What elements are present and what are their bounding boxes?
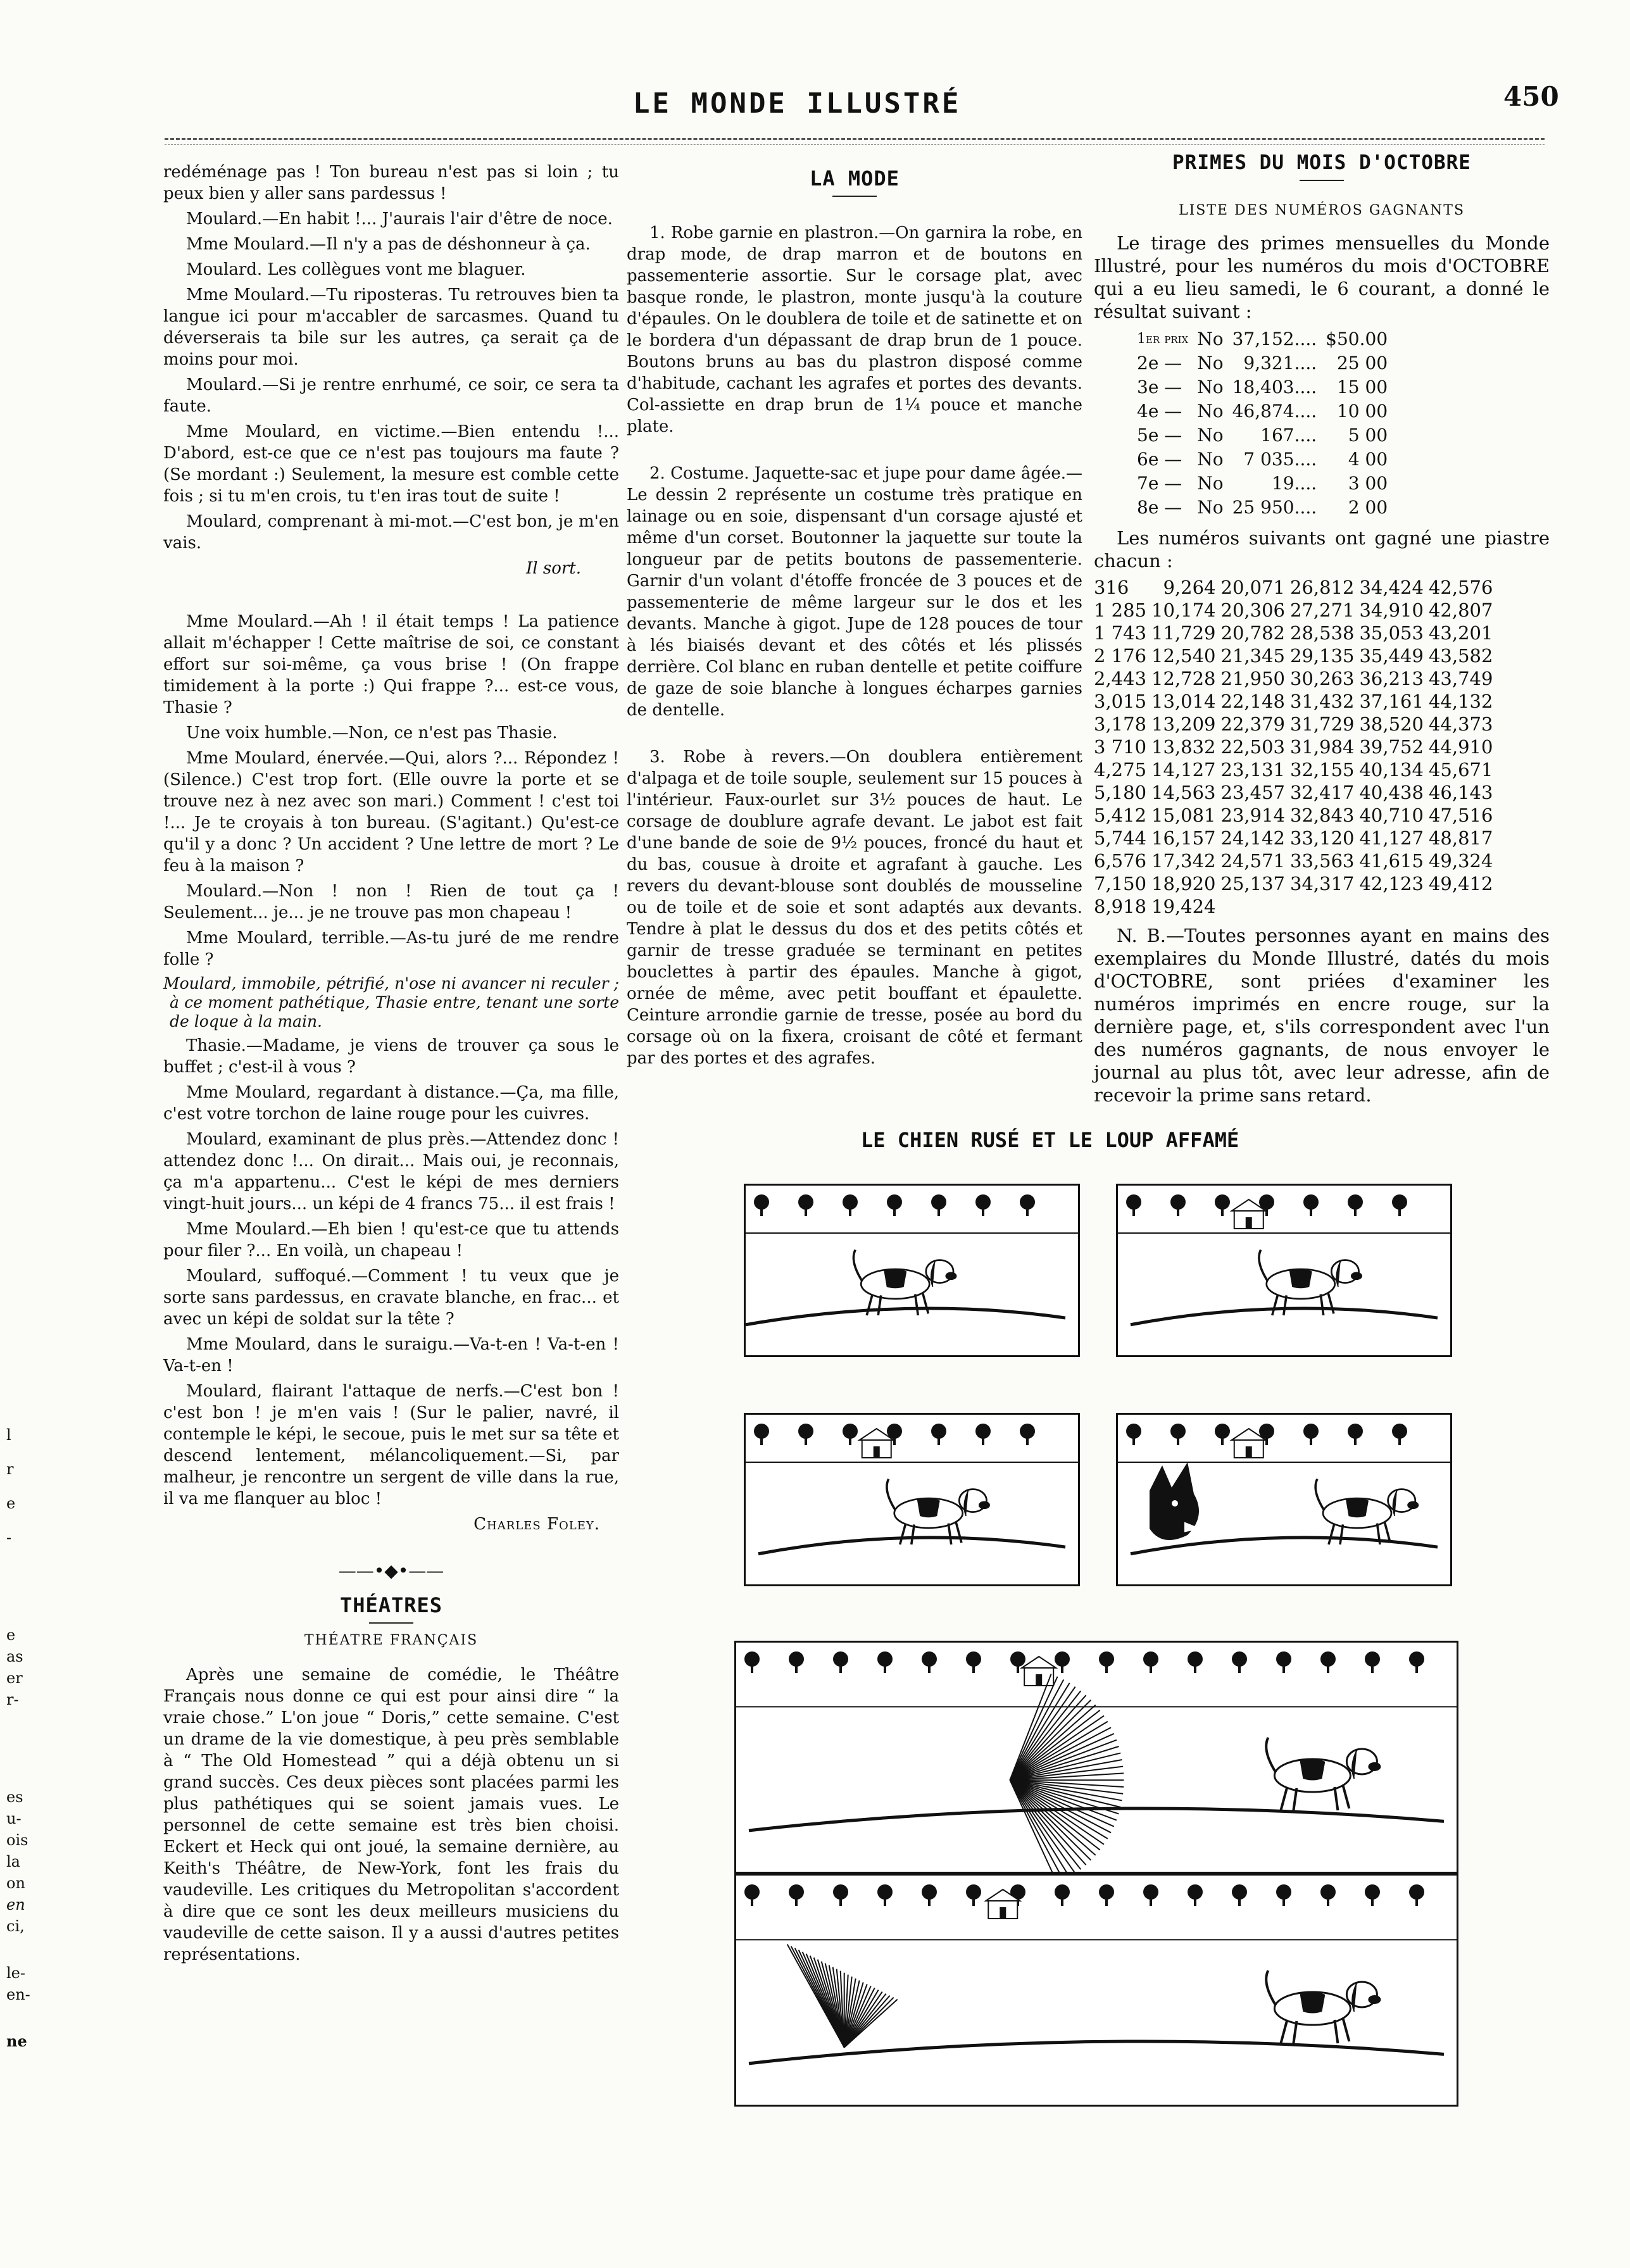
mode-item: 2. Costume. Jaquette-sac et jupe pour dame âgée.—Le dessin 2 représente un costume très pratique en lainage ou en soie, dispensant d'un corsage ajusté et même d'un corset. Boutonner la jaquette sur toute la longueur par de petits boutons de passementerie. Garnir d'un volant d'étoffe froncée de 3 pouces et de passementerie de même largeur sur le dos et les devants. Manche à gigot. Jupe de 128 pouces de tour à lés biaisés devant et des côtés et lés plissés derrière. Col blanc en ruban dentelle et petite coiffure de gaze de soie blanche à longues écharpes garnies de dentelle. [627,464,1082,720]
column-middle [627,161,1082,1073]
numbers-row [1094,872,1498,895]
numbers-row [1094,667,1498,690]
number-cell: 7,150 [1094,873,1147,894]
number-cell: 316 [1094,577,1129,598]
number-cell: 12,728 [1151,668,1216,689]
prize-row: 5e — No 167.... 5 00 [1137,425,1388,446]
dialogue: Moulard, comprenant à mi-mot.—C'est bon, je m'en vais. [163,512,619,553]
mode-item: 1. Robe garnie en plastron.—On garnira la robe, en drap mode, de drap marron et de boutons en passementerie assortie. Sur le corsage plat, avec basque ronde, le plastron, monte jusqu'à la couture d'épaules. On le doublera de toile et de satinette et on le bordera d'un dépassant de drap brun de 1 pouce. Boutons bruns au bas du plastron disposé comme d'habitude, cachant les agrafes et portes des devants. Col-assiette en drap brun de 1¼ pouce et manche plate. [627,223,1082,436]
prize-row: 3e — No 18,403.... 15 00 [1137,377,1388,398]
primes-intro: Le tirage des primes mensuelles du Monde Illustré, pour les numéros du mois d'OCTOBRE qui a eu lieu samedi, le 6 courant, a donné le résultat suivant : [1094,232,1550,322]
numbers-row [1094,781,1498,804]
dialogue: Mme Moulard, en victime.—Bien entendu !... D'abord, est-ce que ce n'est pas toujours ma faute ? (Se mordant :) Seulement, la mesure est comble cette fois ; si tu m'en crois, tu t'en iras tout de suite ! [163,422,619,506]
dialogue: Moulard, examinant de plus près.—Attendez donc ! attendez donc !... On dirait... Mais oui, je reconnais, ça m'a appartenu... C'est le képi de mes derniers vingt-huit jours... un képi de 4 francs 75... il est frais ! [163,1130,619,1213]
number-cell: 8,918 [1094,896,1147,917]
number-cell: 42,807 [1428,599,1493,621]
number-cell: 35,449 [1359,645,1424,667]
number-cell: 21,950 [1220,668,1285,689]
number-cell: 32,417 [1290,782,1355,803]
prize-row: 4e — No 46,874.... 10 00 [1137,401,1388,422]
dialogue: Mme Moulard, énervée.—Qui, alors ?... Répondez ! (Silence.) C'est trop fort. (Elle ouvre la porte et se trouve nez à nez avec son mari.) Comment ! c'est toi !... Je te croyais à ton bureau. (S'agitant.) Qu'est-ce qu'il y a donc ? Un accident ? Une lettre de mort ? Le feu à la maison ? [163,749,619,875]
number-cell: 22,503 [1220,736,1285,758]
dialogue: Mme Moulard, dans le suraigu.—Va-t-en ! Va-t-en ! Va-t-en ! [163,1335,619,1375]
number-cell: 17,342 [1151,850,1216,872]
number-cell: 23,457 [1220,782,1285,803]
numbers-row [1094,758,1498,781]
number-cell: 9,264 [1163,577,1216,598]
number-cell: 23,914 [1220,805,1285,826]
dialogue: Moulard, suffoqué.—Comment ! tu veux que je sorte sans pardessus, en cravate blanche, en frac... et avec un képi de soldat sur la tête ? [163,1267,619,1329]
comic-panel-5 [734,1641,1458,1874]
dialogue: Mme Moulard.—Eh bien ! qu'est-ce que tu attends pour filer ?... En voilà, un chapeau ! [163,1220,619,1260]
comic-panel-4 [1116,1413,1452,1586]
nota-bene: N. B.—Toutes personnes ayant en mains des exemplaires du Monde Illustré, datés du mois d'OCTOBRE, sont priées d'examiner les numéros imprimés en encre rouge, sur la dernière page, et, s'ils correspondent avec l'un des numéros gagnants, de nous envoyer le journal au plus tôt, avec leur adresse, afin de recevoir la prime sans retard. [1094,925,1550,1106]
number-cell: 13,832 [1151,736,1216,758]
number-cell: 24,571 [1220,850,1285,872]
number-cell: 11,729 [1151,622,1216,644]
header-rule-2 [165,144,1545,145]
primes-title: PRIMES DU MOIS D'OCTOBRE [1172,151,1471,174]
number-cell: 1 743 [1094,622,1147,644]
number-cell: 10,174 [1151,599,1216,621]
number-cell: 5,744 [1094,827,1147,849]
page-number: 450 [1503,81,1559,112]
numbers-row [1094,622,1498,644]
number-cell: 24,142 [1220,827,1285,849]
number-cell: 43,749 [1428,668,1493,689]
number-cell: 43,582 [1428,645,1493,667]
number-cell: 38,520 [1359,713,1424,735]
title-rule [832,196,877,197]
piastre-text: Les numéros suivants ont gagné une piastre chacun : [1094,527,1550,572]
number-cell: 49,324 [1428,850,1493,872]
number-cell: 14,563 [1151,782,1216,803]
dialogue: Une voix humble.—Non, ce n'est pas Thasie. [186,724,558,742]
number-cell: 25,137 [1220,873,1285,894]
numbers-row [1094,599,1498,622]
number-cell: 40,710 [1359,805,1424,826]
number-cell: 3,178 [1094,713,1147,735]
number-cell: 46,143 [1428,782,1493,803]
number-cell: 20,306 [1220,599,1285,621]
prize-row: 7e — No 19.... 3 00 [1137,473,1388,494]
number-cell: 12,540 [1151,645,1216,667]
number-cell: 5,180 [1094,782,1147,803]
masthead: LE MONDE ILLUSTRÉ [633,87,962,120]
dialogue: Moulard, flairant l'attaque de nerfs.—C'est bon ! c'est bon ! je m'en vais ! (Sur le palier, navré, il contemple le képi, le secoue, puis le met sur sa tête et descend lentement, mélancoliquement.—Si, par malheur, je rencontre un sergent de ville dans la rue, il va me flanquer au bloc ! [163,1382,619,1508]
margin-fragments: l r e - e as er r- es u- ois la on en ci, le- en- ne [6,1426,30,2050]
number-cell: 21,345 [1220,645,1285,667]
number-cell: 49,412 [1428,873,1493,894]
dialogue: Thasie.—Madame, je viens de trouver ça sous le buffet ; c'est-il à vous ? [163,1036,619,1077]
dialogue: Moulard.—Non ! non ! Rien de tout ça ! Seulement... je... je ne trouve pas mon chapeau ! [163,882,619,922]
number-cell: 19,424 [1151,896,1216,917]
number-cell: 3,015 [1094,691,1147,712]
number-cell: 20,071 [1220,577,1285,598]
number-cell: 33,120 [1290,827,1355,849]
dialogue: Mme Moulard.—Ah ! il était temps ! La patience allait m'échapper ! Cette maîtrise de soi, ce constant effort sur soi-même, ça vous brise ! (On frappe timidement à la porte :) Qui frappe ?... est-ce vous, Thasie ? [163,612,619,717]
comic-panel-6 [734,1874,1458,2107]
prize-row: 2e — No 9,321.... 25 00 [1137,353,1388,373]
dialogue: Mme Moulard.—Tu riposteras. Tu retrouves bien ta langue ici pour m'accabler de sarcasmes. Quand tu déverserais ta bile sur les autres, ça serait ça de moins pour moi. [163,285,619,369]
number-cell: 42,576 [1428,577,1493,598]
theatres-subtitle: THÉATRE FRANÇAIS [304,1632,479,1648]
number-cell: 29,135 [1290,645,1355,667]
number-cell: 26,812 [1290,577,1355,598]
number-cell [1429,895,1498,918]
number-cell: 41,615 [1359,850,1424,872]
dialogue: Mme Moulard.—Il n'y a pas de déshonneur à ça. [186,235,591,254]
stage-direction: Moulard, immobile, pétrifié, n'ose ni avancer ni reculer ; à ce moment pathétique, Thasie entre, tenant une sorte de loque à la main. [163,974,619,1031]
number-cell: 22,148 [1220,691,1285,712]
dialogue: Mme Moulard, terrible.—As-tu juré de me rendre folle ? [163,929,619,969]
number-cell: 22,379 [1220,713,1285,735]
number-cell: 44,910 [1428,736,1493,758]
number-cell: 13,014 [1151,691,1216,712]
stage-direction: Il sort. [526,559,581,578]
number-cell: 37,161 [1359,691,1424,712]
numbers-row [1094,849,1498,872]
numbers-row [1094,713,1498,736]
number-cell [1359,895,1428,918]
numbers-row [1094,827,1498,849]
number-cell [1221,895,1290,918]
number-cell: 44,132 [1428,691,1493,712]
number-cell: 27,271 [1290,599,1355,621]
number-cell: 32,155 [1290,759,1355,780]
numbers-row [1094,895,1498,918]
number-cell: 36,213 [1359,668,1424,689]
number-cell: 41,127 [1359,827,1424,849]
number-cell: 44,373 [1428,713,1493,735]
theatres-title: THÉATRES [339,1593,443,1617]
comic-title: LE CHIEN RUSÉ ET LE LOUP AFFAMÉ [861,1128,1239,1152]
dialogue: Moulard.—Si je rentre enrhumé, ce soir, ce sera ta faute. [163,375,619,416]
theatres-text: Après une semaine de comédie, le Théâtre Français nous donne ce qui est pour ainsi dire “ la vraie chose.” L'on joue “ Doris,” cette semaine. C'est un drame de la vie domestique, à peu près semblable à “ The Old Homestead ” qui a déjà obtenu un si grand succès. Ces deux pièces sont placées parmi les plus pathétiques qui se soient jamais vues. Le personnel de cette semaine est très bien choisi. Eckert et Heck qui ont joué, la semaine dernière, au Keith's Théâtre, de New-York, font les frais du vaudeville. Les critiques du Metropolitan s'accordent à dire que ce sont les deux meilleurs musiciens du vaudeville de cette saison. Il y a aussi d'autres petites représentations. [163,1665,619,1964]
prize-row: 1er prix No 37,152.... $50.00 [1137,329,1388,349]
comic-panel-1 [744,1184,1080,1357]
number-cell: 45,671 [1428,759,1493,780]
prize-table [1132,327,1393,520]
numbers-row [1094,644,1498,667]
number-cell: 23,131 [1220,759,1285,780]
numbers-row [1094,576,1498,599]
ornament-divider: ——•◆•—— [338,1560,444,1581]
number-cell: 16,157 [1151,827,1216,849]
number-cell: 34,910 [1359,599,1424,621]
number-cell: 6,576 [1094,850,1147,872]
number-cell: 40,438 [1359,782,1424,803]
winning-numbers-table [1094,576,1498,918]
number-cell: 31,984 [1290,736,1355,758]
number-cell: 20,782 [1220,622,1285,644]
numbers-row [1094,736,1498,758]
number-cell: 32,843 [1290,805,1355,826]
number-cell: 34,424 [1359,577,1424,598]
numbers-row [1094,690,1498,713]
number-cell: 40,134 [1359,759,1424,780]
number-cell: 3 710 [1094,736,1147,758]
author-signature: Charles Foley. [473,1515,600,1534]
number-cell: 5,412 [1094,805,1147,826]
number-cell: 28,538 [1290,622,1355,644]
number-cell: 31,729 [1290,713,1355,735]
prize-row: 6e — No 7 035.... 4 00 [1137,449,1388,470]
column-right [1094,152,1550,1110]
number-cell: 42,123 [1359,873,1424,894]
number-cell: 15,081 [1151,805,1216,826]
number-cell: 4,275 [1094,759,1147,780]
number-cell: 1 285 [1094,599,1147,621]
primes-subtitle: LISTE DES NUMÉROS GAGNANTS [1178,203,1465,218]
title-rule [1300,180,1344,181]
number-cell: 13,209 [1151,713,1216,735]
dialogue: Moulard.—En habit !... J'aurais l'air d'être de noce. [186,210,613,229]
number-cell: 31,432 [1290,691,1355,712]
column-left [163,161,619,1969]
comic-panel-2 [1116,1184,1452,1357]
number-cell: 30,263 [1290,668,1355,689]
number-cell: 2 176 [1094,645,1147,667]
number-cell: 14,127 [1151,759,1216,780]
numbers-row [1094,804,1498,827]
number-cell: 33,563 [1290,850,1355,872]
dialogue: Moulard. Les collègues vont me blaguer. [186,260,526,279]
mode-item: 3. Robe à revers.—On doublera entièrement d'alpaga et de toile souple, seulement sur 15 pouces à l'intérieur. Faux-ourlet sur 3½ pouces de haut. Le corsage de doublure agrafe devant. Le jabot est fait d'une bande de soie de 9½ pouces, froncé du haut et du bas, cousue à droite et agrafant à gauche. Les revers du devant-blouse sont doublés de mousseline ou de toile et de soie et sont adaptés aux devants. Tendre à plat le dessus du dos et des petits côtés et garnir de tresse graduée se terminant en petites bouclettes à partir des épaules. Manche à gigot, ornée de même, avec petit bouffant et épaulette. Ceinture arrondie garnie de tresse, posée au bord du corsage où on la fixera, croisant de côté et fermant par des portes et des agrafes. [627,748,1082,1068]
header-rule [165,138,1545,140]
number-cell: 2,443 [1094,668,1147,689]
number-cell: 47,516 [1428,805,1493,826]
number-cell: 18,920 [1151,873,1216,894]
dialogue: redéménage pas ! Ton bureau n'est pas si loin ; tu peux bien y aller sans pardessus ! [163,163,619,203]
number-cell [1290,895,1359,918]
number-cell: 43,201 [1428,622,1493,644]
prize-row: 8e — No 25 950.... 2 00 [1137,497,1388,518]
dialogue: Mme Moulard, regardant à distance.—Ça, ma fille, c'est votre torchon de laine rouge pour les cuivres. [163,1083,619,1124]
number-cell: 39,752 [1359,736,1424,758]
number-cell: 35,053 [1359,622,1424,644]
mode-title: LA MODE [810,166,900,191]
number-cell: 34,317 [1290,873,1355,894]
number-cell: 48,817 [1428,827,1493,849]
title-rule [369,1622,413,1624]
comic-panel-3 [744,1413,1080,1586]
